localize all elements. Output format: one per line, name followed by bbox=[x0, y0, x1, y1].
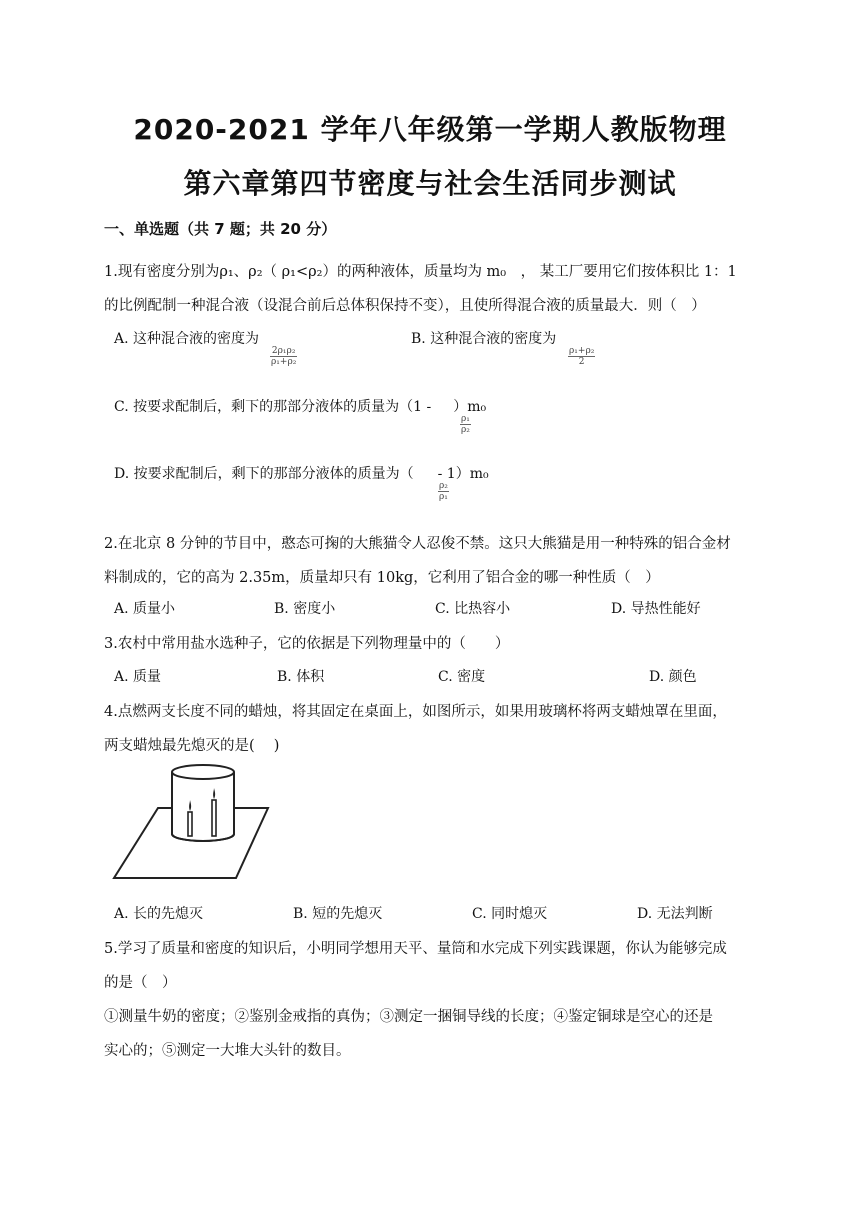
option-2b: B. 密度小 bbox=[274, 601, 336, 617]
option-3b: B. 体积 bbox=[277, 669, 325, 685]
question-4-stem-line2: 两支蜡烛最先熄灭的是( ) bbox=[104, 738, 280, 754]
option-1d-fraction bbox=[438, 481, 449, 502]
fraction-denominator: ρ₂ bbox=[461, 425, 470, 435]
option-1c bbox=[114, 396, 486, 416]
section-heading: 一、单选题（共 7 题；共 20 分） bbox=[104, 220, 337, 238]
question-1-stem-line1: 1.现有密度分别为ρ₁、ρ₂（ ρ₁<ρ₂）的两种液体，质量均为 m₀ ， 某工厂要用它们按体积比 1：1 bbox=[104, 264, 737, 280]
question-1-stem-line2: 的比例配制一种混合液（设混合前后总体积保持不变），且使所得混合液的质量最大．则（ ） bbox=[104, 298, 706, 314]
option-3a: A. 质量 bbox=[114, 669, 162, 685]
option-1b: B. 这种混合液的密度为 bbox=[411, 331, 557, 347]
candle-glass-figure bbox=[108, 760, 278, 885]
fraction-numerator: 2ρ₁ρ₂ bbox=[271, 346, 296, 356]
option-1c-text-after: ）m₀ bbox=[453, 399, 487, 415]
question-5-stem-line2: 的是（ ） bbox=[104, 975, 177, 991]
question-5-stem-line4: 实心的；⑤测定一大堆大头针的数目。 bbox=[104, 1043, 351, 1059]
option-1a: A. 这种混合液的密度为 bbox=[114, 331, 260, 347]
question-2-stem-line1: 2.在北京 8 分钟的节目中，憨态可掬的大熊猫令人忍俊不禁。这只大熊猫是用一种特殊的铝合金材 bbox=[104, 536, 731, 552]
question-5-stem-line3: ①测量牛奶的密度；②鉴别金戒指的真伪；③测定一捆铜导线的长度；④鉴定铜球是空心的还是 bbox=[104, 1009, 713, 1025]
option-1a-fraction bbox=[270, 346, 297, 367]
fraction-numerator: ρ₂ bbox=[439, 481, 448, 491]
option-1b-fraction bbox=[568, 346, 595, 367]
short-candle bbox=[188, 812, 192, 836]
option-3c: C. 密度 bbox=[438, 669, 486, 685]
option-1d bbox=[114, 463, 489, 483]
option-4a: A. 长的先熄灭 bbox=[114, 906, 204, 922]
question-5-stem-line1: 5.学习了质量和密度的知识后，小明同学想用天平、量筒和水完成下列实践课题，你认为能够完成 bbox=[104, 941, 727, 957]
fraction-numerator: ρ₁+ρ₂ bbox=[569, 346, 595, 356]
option-4d: D. 无法判断 bbox=[637, 906, 713, 922]
question-3-stem: 3.农村中常用盐水选种子，它的依据是下列物理量中的（ ） bbox=[104, 636, 510, 652]
option-1c-text: C. 按要求配制后，剩下的那部分液体的质量为（1 - bbox=[114, 399, 432, 415]
option-4c: C. 同时熄灭 bbox=[472, 906, 548, 922]
question-4-stem-line1: 4.点燃两支长度不同的蜡烛，将其固定在桌面上，如图所示，如果用玻璃杯将两支蜡烛罩在里面， bbox=[104, 704, 727, 720]
fraction-numerator: ρ₁ bbox=[461, 414, 470, 424]
option-3d: D. 颜色 bbox=[649, 669, 697, 685]
document-title-line1: 2020-2021 学年八年级第一学期人教版物理 bbox=[133, 113, 727, 146]
question-2-stem-line2: 料制成的，它的高为 2.35m，质量却只有 10kg，它利用了铝合金的哪一种性质（ ） bbox=[104, 570, 660, 586]
option-1d-text: D. 按要求配制后，剩下的那部分液体的质量为（ bbox=[114, 466, 414, 482]
document-title-line2: 第六章第四节密度与社会生活同步测试 bbox=[183, 167, 677, 200]
long-candle bbox=[212, 800, 216, 836]
glass-top bbox=[172, 765, 234, 779]
option-1d-text-after: - 1）m₀ bbox=[437, 466, 489, 482]
fraction-denominator: ρ₁+ρ₂ bbox=[271, 357, 297, 367]
fraction-denominator: ρ₁ bbox=[439, 492, 448, 502]
fraction-denominator: 2 bbox=[578, 357, 585, 367]
option-2d: D. 导热性能好 bbox=[611, 601, 701, 617]
option-4b: B. 短的先熄灭 bbox=[293, 906, 383, 922]
option-1c-fraction bbox=[460, 414, 471, 435]
option-2a: A. 质量小 bbox=[114, 601, 176, 617]
option-2c: C. 比热容小 bbox=[435, 601, 511, 617]
